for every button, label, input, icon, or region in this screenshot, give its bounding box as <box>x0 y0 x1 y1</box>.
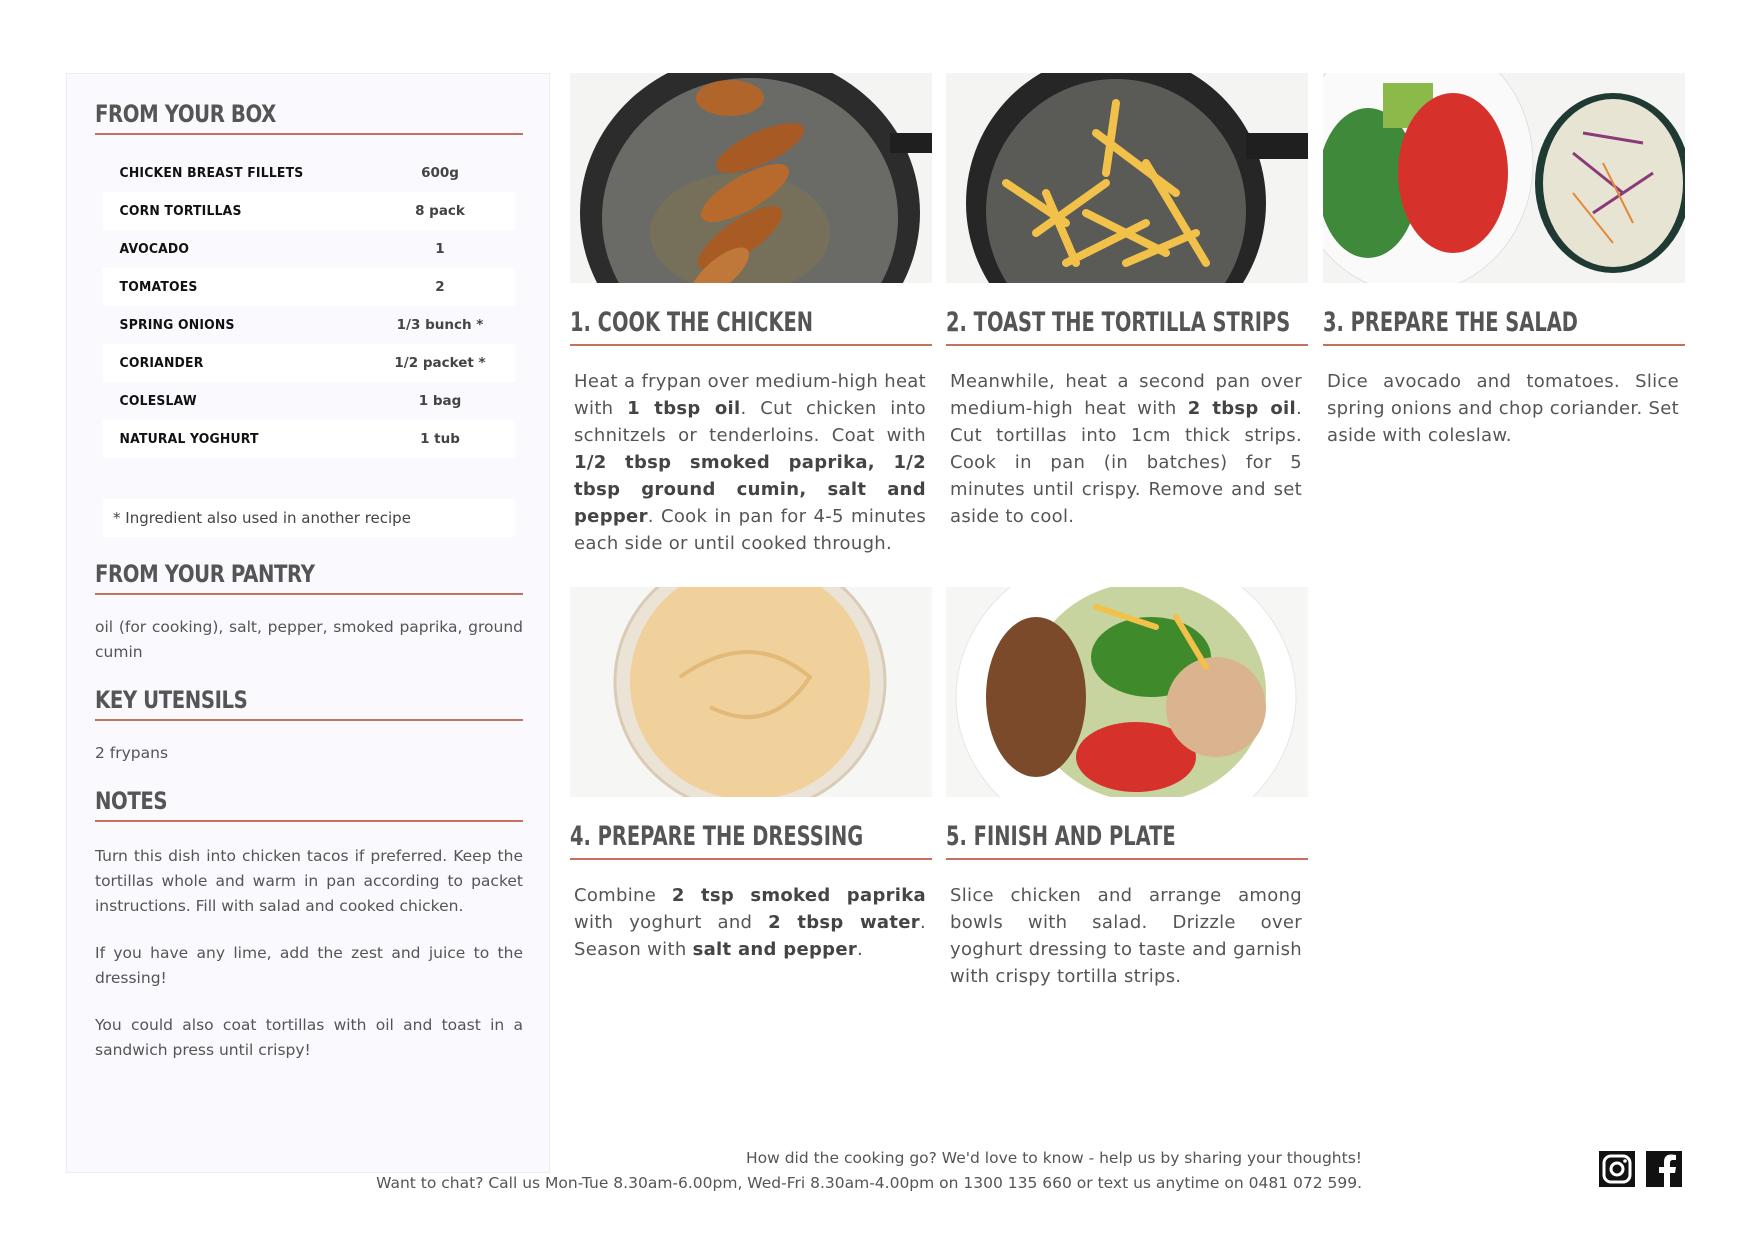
ingredient-name: NATURAL YOGHURT <box>119 431 259 447</box>
ingredient-row <box>103 192 515 230</box>
salad-prep-photo <box>1323 73 1685 283</box>
ingredient-qty: 1/3 bunch * <box>396 317 484 333</box>
ingredient-qty: 8 pack <box>415 203 465 219</box>
ingredient-name: AVOCADO <box>119 241 190 257</box>
step-text-part: Dice avocado and tomatoes. Slice spring onions and chop coriander. Set aside with coleslaw. <box>1327 371 1679 446</box>
step-title: 3. PREPARE THE SALAD <box>1323 307 1578 338</box>
ingredient-footnote: * Ingredient also used in another recipe <box>103 499 515 537</box>
contact-line: Want to chat? Call us Mon-Tue 8.30am-6.00pm, Wed-Fri 8.30am-4.00pm on 1300 135 660 or text us anytime on 0481 072 599. <box>376 1174 1362 1192</box>
step-text-part: . <box>857 939 864 960</box>
heading-divider <box>570 858 932 860</box>
ingredient-row <box>103 344 515 382</box>
step-4 <box>570 587 932 963</box>
ingredient-table <box>103 154 515 458</box>
from-your-box-heading: FROM YOUR BOX <box>95 100 276 128</box>
heading-divider <box>95 820 523 822</box>
utensils-heading: KEY UTENSILS <box>95 686 248 714</box>
step-title: 2. TOAST THE TORTILLA STRIPS <box>946 307 1291 338</box>
step-text-part: . Cut chicken into schnitzels or tenderloins. Coat with <box>574 398 926 446</box>
heading-divider <box>95 593 523 595</box>
note-paragraph: You could also coat tortillas with oil and toast in a sandwich press until crispy! <box>95 1016 523 1059</box>
step-text <box>946 368 1308 530</box>
heading-divider <box>946 858 1308 860</box>
ingredient-name: TOMATOES <box>119 279 198 295</box>
step-title: 1. COOK THE CHICKEN <box>570 307 814 338</box>
ingredient-row <box>103 420 515 458</box>
ingredient-row <box>103 382 515 420</box>
step-1 <box>570 73 932 557</box>
tortilla-strips-photo <box>946 73 1308 283</box>
ingredient-row <box>103 230 515 268</box>
note-paragraph: If you have any lime, add the zest and juice to the dressing! <box>95 944 523 987</box>
ingredient-qty: 600g <box>421 165 459 181</box>
step-text-bold: 1 tbsp oil <box>627 398 741 419</box>
ingredient-name: CORN TORTILLAS <box>119 203 242 219</box>
step-text-part: . Cook in pan for 4-5 minutes each side or until cooked through. <box>574 506 926 554</box>
ingredient-row <box>103 306 515 344</box>
step-text-bold: 2 tsp smoked paprika <box>671 885 926 906</box>
step-text-part: . Season with <box>574 912 926 960</box>
chicken-pan-photo <box>570 73 932 283</box>
step-text-part: Slice chicken and arrange among bowls with salad. Drizzle over yoghurt dressing to taste and garnish with crispy tortilla strips. <box>950 885 1302 987</box>
step-text <box>1323 368 1685 449</box>
utensils-text: 2 frypans <box>95 744 169 762</box>
heading-divider <box>1323 344 1685 346</box>
step-2 <box>946 73 1308 530</box>
heading-divider <box>95 133 523 135</box>
step-text-bold: 2 tbsp water <box>768 912 920 933</box>
facebook-icon[interactable] <box>1646 1151 1682 1187</box>
ingredient-row <box>103 154 515 192</box>
ingredient-row <box>103 268 515 306</box>
ingredient-qty: 1 bag <box>418 393 462 409</box>
step-text-part: with yoghurt and <box>574 912 769 933</box>
step-text-part: . Cut tortillas into 1cm thick strips. Cook in pan (in batches) for 5 minutes until crispy. Remove and set aside to cool. <box>950 398 1302 527</box>
utensils-section <box>95 688 523 766</box>
step-title: 4. PREPARE THE DRESSING <box>570 821 864 852</box>
ingredient-qty: 2 <box>435 279 445 295</box>
step-text <box>570 882 932 963</box>
step-text-bold: 2 tbsp oil <box>1187 398 1296 419</box>
ingredient-name: COLESLAW <box>119 393 197 409</box>
step-text <box>946 882 1308 990</box>
step-title: 5. FINISH AND PLATE <box>946 821 1176 852</box>
pantry-heading: FROM YOUR PANTRY <box>95 560 315 588</box>
plated-dish-photo <box>946 587 1308 797</box>
notes-text <box>95 844 523 1063</box>
ingredient-name: CHICKEN BREAST FILLETS <box>119 165 304 181</box>
page-footer <box>376 1146 1362 1196</box>
dressing-photo <box>570 587 932 797</box>
step-text-bold: salt and pepper <box>692 939 858 960</box>
ingredient-name: SPRING ONIONS <box>119 317 235 333</box>
from-your-box-section <box>95 102 523 135</box>
step-text-bold: 1/2 tbsp smoked paprika, 1/2 tbsp ground cumin, salt and pepper <box>574 452 926 527</box>
heading-divider <box>946 344 1308 346</box>
notes-section <box>95 789 523 1085</box>
step-text-part: Heat a frypan over medium-high heat with <box>574 371 926 419</box>
pantry-text: oil (for cooking), salt, pepper, smoked paprika, ground cumin <box>95 618 523 661</box>
note-paragraph: Turn this dish into chicken tacos if preferred. Keep the tortillas whole and warm in pan according to packet instructions. Fill with salad and cooked chicken. <box>95 847 523 915</box>
step-5 <box>946 587 1308 990</box>
ingredient-qty: 1/2 packet * <box>394 355 486 371</box>
step-text-part: Combine <box>574 885 672 906</box>
instagram-icon[interactable] <box>1599 1151 1635 1187</box>
notes-heading: NOTES <box>95 787 168 815</box>
feedback-line: How did the cooking go? We'd love to know - help us by sharing your thoughts! <box>745 1149 1362 1167</box>
pantry-section <box>95 562 523 665</box>
heading-divider <box>95 719 523 721</box>
ingredient-name: CORIANDER <box>119 355 204 371</box>
step-text-part: Meanwhile, heat a second pan over medium-high heat with <box>950 371 1302 419</box>
ingredient-qty: 1 <box>435 241 445 257</box>
step-3 <box>1323 73 1685 449</box>
heading-divider <box>570 344 932 346</box>
ingredient-qty: 1 tub <box>420 431 460 447</box>
ingredients-sidebar <box>66 73 550 1173</box>
step-text <box>570 368 932 557</box>
